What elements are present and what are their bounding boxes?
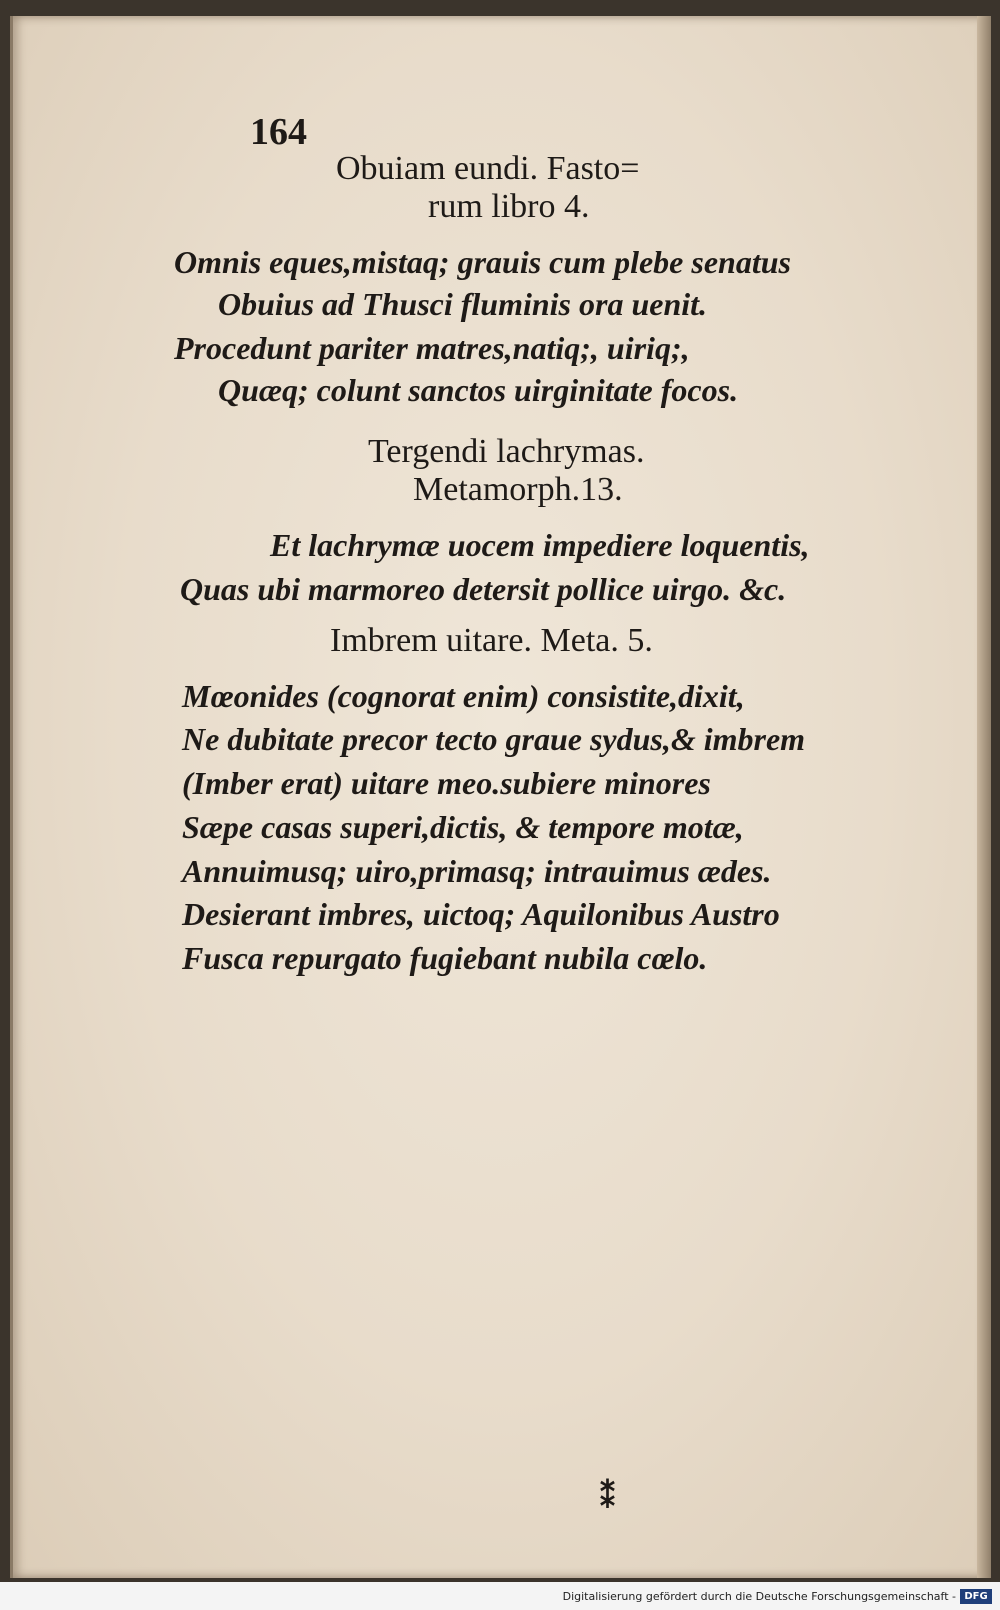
section-heading-1-line-2: rum libro 4.: [428, 188, 590, 225]
section-heading-2-line-1: Tergendi lachrymas.: [368, 433, 645, 470]
section-heading-2-line-2: Metamorph.13.: [413, 471, 623, 508]
verse-line: Quæq; colunt sanctos uirginitate focos.: [218, 372, 739, 408]
verse-line: Desierant imbres, uictoq; Aquilonibus Austro: [182, 896, 780, 932]
verse-line: Fusca repurgato fugiebant nubila cœlo.: [182, 940, 708, 976]
page-edge: [977, 16, 991, 1578]
signature-mark: ⁑: [600, 1481, 615, 1514]
verse-line: Omnis eques,mistaq; grauis cum plebe senatus: [174, 244, 791, 280]
verse-line: (Imber erat) uitare meo.subiere minores: [182, 765, 711, 801]
verse-line: Mœonides (cognorat enim) consistite,dixit,: [182, 678, 745, 714]
verse-line: Et lachrymæ uocem impediere loquentis,: [270, 527, 810, 563]
verse-line: Procedunt pariter matres,natiq;, uiriq;,: [174, 330, 690, 366]
verse-line: Obuius ad Thusci fluminis ora uenit.: [218, 286, 708, 322]
verse-line: Quas ubi marmoreo detersit pollice uirgo. &c.: [180, 571, 787, 607]
dfg-credit: Digitalisierung gefördert durch die Deutsche Forschungsgemeinschaft -: [562, 1590, 956, 1603]
dfg-logo: DFG: [960, 1589, 992, 1604]
verse-line: Ne dubitate precor tecto graue sydus,& imbrem: [182, 721, 806, 757]
verse-line: Sæpe casas superi,dictis, & tempore motæ,: [182, 809, 744, 845]
section-heading-3: Imbrem uitare. Meta. 5.: [330, 622, 653, 659]
verse-line: Annuimusq; uiro,primasq; intrauimus ædes.: [182, 853, 772, 889]
section-heading-1-line-1: Obuiam eundi. Fasto=: [336, 150, 640, 187]
page-number: 164: [250, 111, 307, 153]
